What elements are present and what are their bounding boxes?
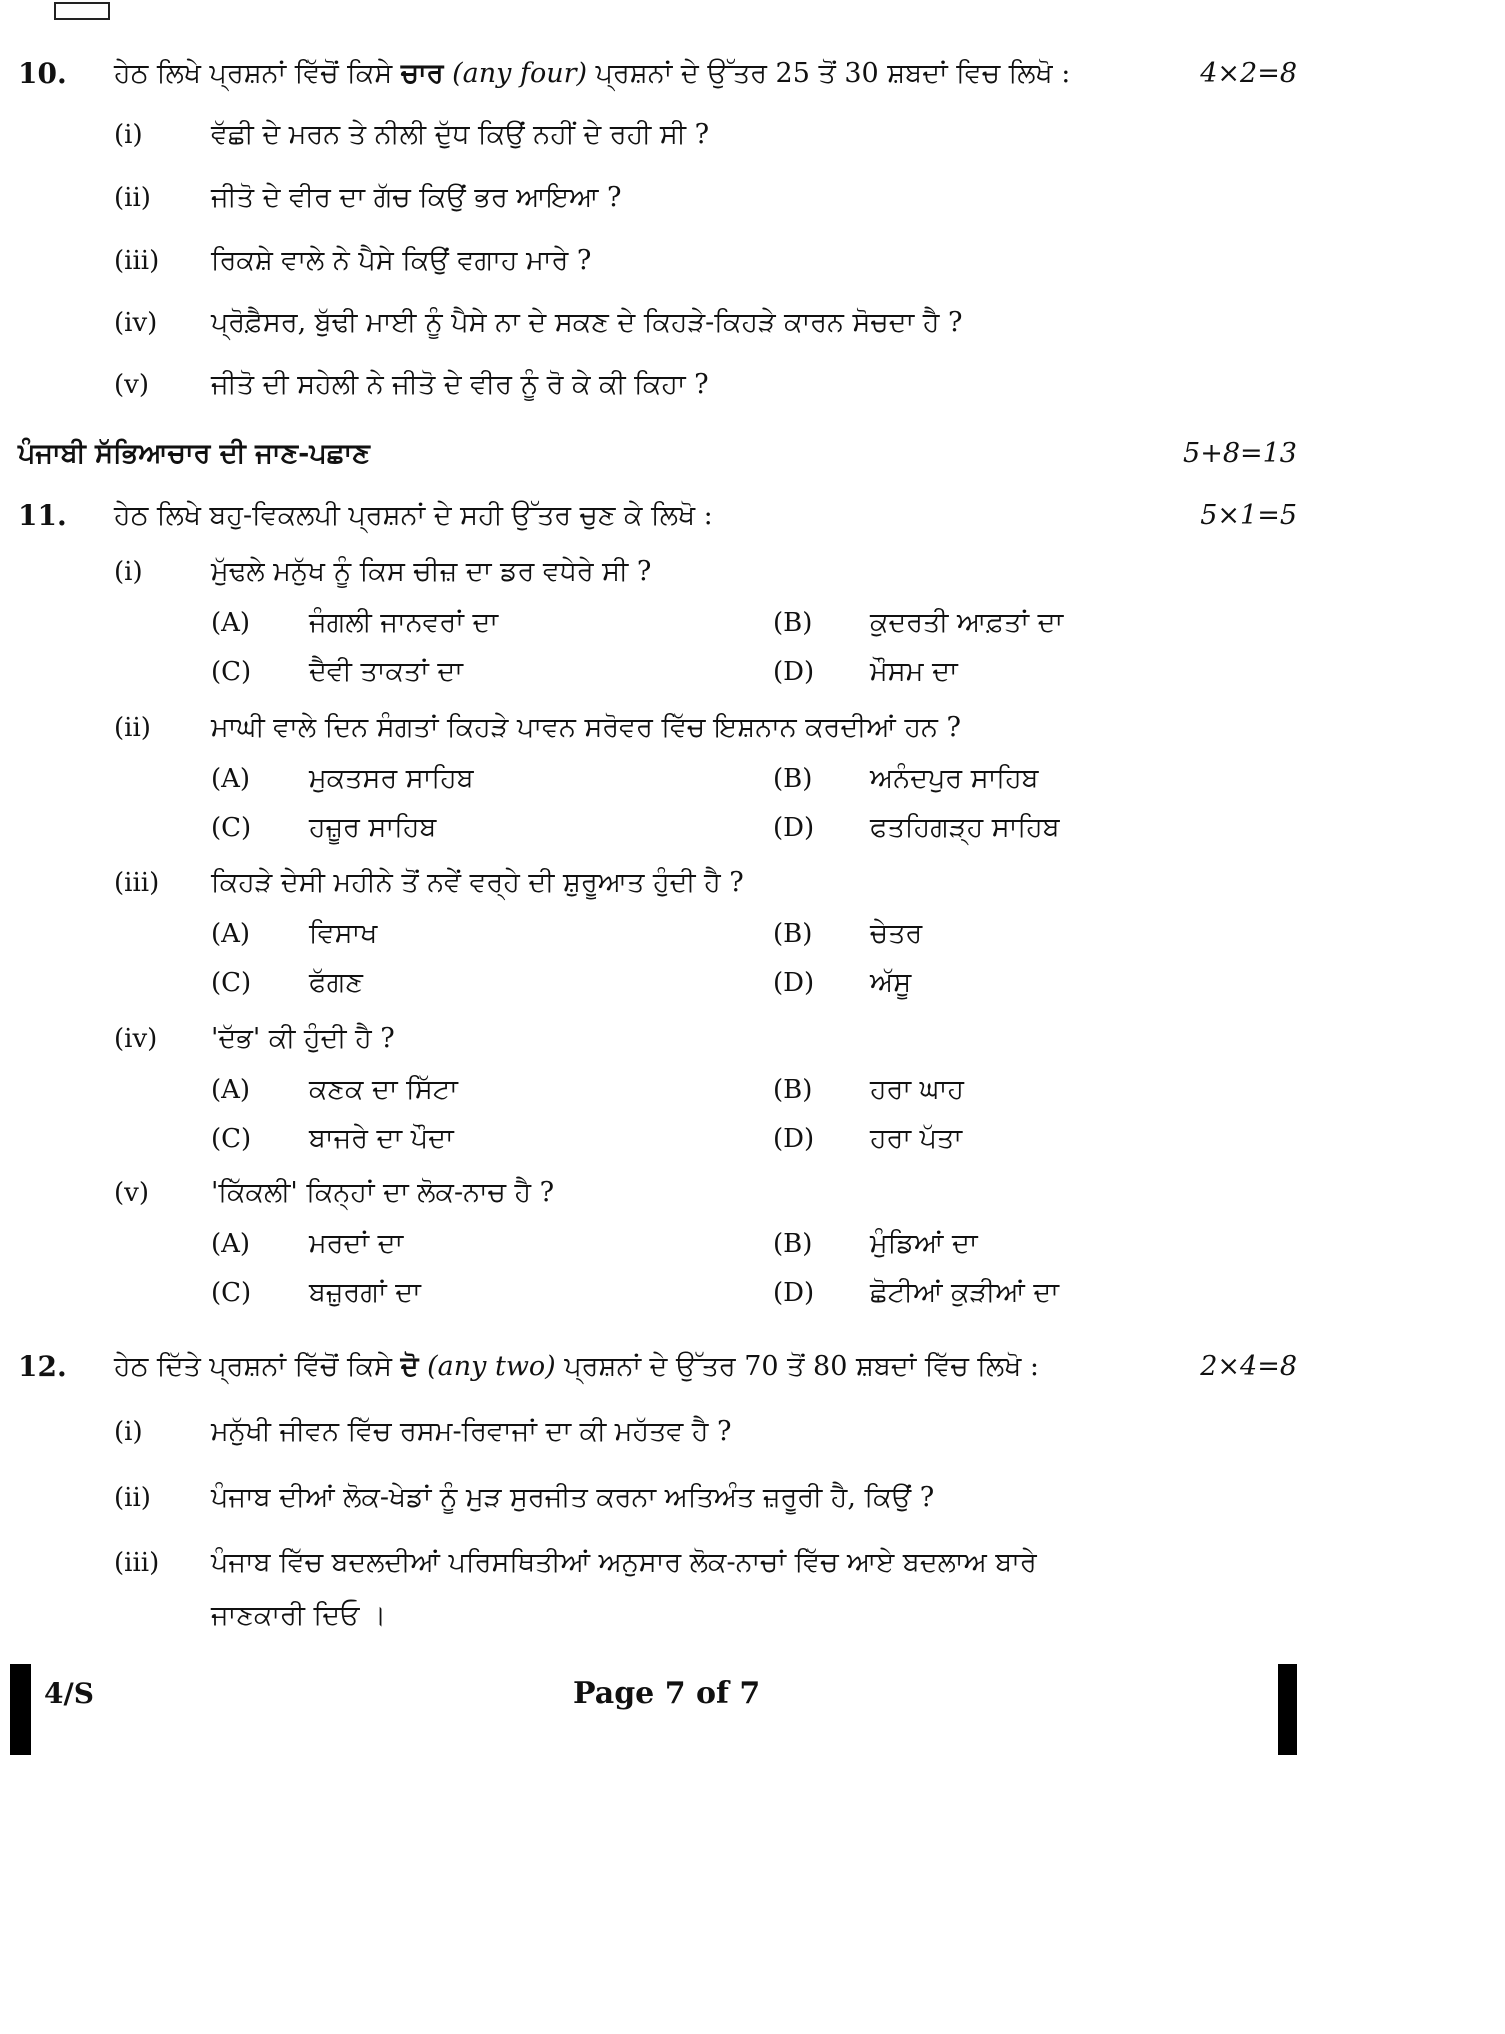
question-item-number: (v) — [114, 1178, 149, 1208]
option-letter: (D) — [773, 813, 815, 843]
option-letter: (B) — [773, 919, 813, 949]
option-text: ਛੋਟੀਆਂ ਕੁੜੀਆਂ ਦਾ — [870, 1277, 1059, 1308]
question-item-text: ਜੀਤੋ ਦੇ ਵੀਰ ਦਾ ਗੱਚ ਕਿਉਂ ਭਰ ਆਇਆ ? — [211, 182, 622, 213]
section-marks: 5+8=13 — [1183, 438, 1297, 469]
footer-bar-left — [10, 1664, 31, 1755]
question-item-text: ਪੰਜਾਬ ਵਿੱਚ ਬਦਲਦੀਆਂ ਪਰਿਸਥਿਤੀਆਂ ਅਨੁਸਾਰ ਲੋਕ-ਨਾਚਾਂ ਵਿੱਚ ਆਏ ਬਦਲਾਅ ਬਾਰੇ — [211, 1547, 1037, 1578]
option-text: ਮਰਦਾਂ ਦਾ — [309, 1228, 404, 1259]
option-letter: (B) — [773, 1229, 813, 1259]
option-text: ਅੱਸੂ — [870, 967, 912, 998]
footer-bar-right — [1278, 1664, 1297, 1755]
question-text-post: ਪ੍ਰਸ਼ਨਾਂ ਦੇ ਉੱਤਰ 70 ਤੋਂ 80 ਸ਼ਬਦਾਂ ਵਿੱਚ ਲਿਖੋ : — [564, 1351, 1040, 1382]
question-item-text: ਰਿਕਸ਼ੇ ਵਾਲੇ ਨੇ ਪੈਸੇ ਕਿਉਂ ਵਗਾਹ ਮਾਰੇ ? — [211, 245, 592, 276]
question-item-number: (ii) — [114, 1483, 151, 1513]
option-letter: (D) — [773, 968, 815, 998]
option-letter: (D) — [773, 1278, 815, 1308]
option-letter: (C) — [211, 657, 252, 687]
question-item-text: ਮੁੱਢਲੇ ਮਨੁੱਖ ਨੂੰ ਕਿਸ ਚੀਜ਼ ਦਾ ਡਰ ਵਧੇਰੇ ਸੀ ? — [211, 556, 652, 587]
option-text: ਮੁੰਡਿਆਂ ਦਾ — [870, 1228, 978, 1259]
question-number: 11. — [18, 499, 67, 532]
page-number: Page 7 of 7 — [573, 1676, 761, 1711]
question-number: 10. — [18, 57, 67, 90]
question-text — [114, 1350, 1039, 1384]
option-letter: (D) — [773, 1124, 815, 1154]
question-item-text: ਕਿਹੜੇ ਦੇਸੀ ਮਹੀਨੇ ਤੋਂ ਨਵੇਂ ਵਰ੍ਹੇ ਦੀ ਸ਼ੁਰੂਆਤ ਹੁੰਦੀ ਹੈ ? — [211, 867, 744, 898]
question-item-number: (ii) — [114, 183, 151, 213]
option-letter: (C) — [211, 968, 252, 998]
question-marks: 5×1=5 — [1200, 500, 1297, 531]
option-letter: (B) — [773, 1075, 813, 1105]
question-text: ਹੇਠ ਲਿਖੇ ਬਹੁ-ਵਿਕਲਪੀ ਪ੍ਰਸ਼ਨਾਂ ਦੇ ਸਹੀ ਉੱਤਰ ਚੁਣ ਕੇ ਲਿਖੋ : — [114, 500, 713, 531]
option-text: ਚੇਤਰ — [870, 918, 923, 949]
paper-code: 4/S — [44, 1677, 94, 1710]
question-item-text: ਪੰਜਾਬ ਦੀਆਂ ਲੋਕ-ਖੇਡਾਂ ਨੂੰ ਮੁੜ ਸੁਰਜੀਤ ਕਰਨਾ ਅਤਿਅੰਤ ਜ਼ਰੂਰੀ ਹੈ, ਕਿਉਂ ? — [211, 1482, 935, 1513]
question-item-text: ਪ੍ਰੋਫ਼ੈਸਰ, ਬੁੱਢੀ ਮਾਈ ਨੂੰ ਪੈਸੇ ਨਾ ਦੇ ਸਕਣ ਦੇ ਕਿਹੜੇ-ਕਿਹੜੇ ਕਾਰਨ ਸੋਚਦਾ ਹੈ ? — [211, 307, 963, 338]
question-item-number: (iii) — [114, 246, 160, 276]
question-count-word: ਦੋ — [400, 1351, 419, 1382]
option-letter: (C) — [211, 1124, 252, 1154]
question-item-text: ਵੱਛੀ ਦੇ ਮਰਨ ਤੇ ਨੀਲੀ ਦੁੱਧ ਕਿਉਂ ਨਹੀਂ ਦੇ ਰਹੀ ਸੀ ? — [211, 119, 710, 150]
question-text-post: ਪ੍ਰਸ਼ਨਾਂ ਦੇ ਉੱਤਰ 25 ਤੋਂ 30 ਸ਼ਬਦਾਂ ਵਿਚ ਲਿਖੋ : — [595, 58, 1071, 89]
question-count-word: ਚਾਰ — [400, 58, 444, 89]
option-text: ਫਤਹਿਗੜ੍ਹ ਸਾਹਿਬ — [870, 812, 1060, 843]
question-item-number: (i) — [114, 1417, 143, 1447]
question-text — [114, 57, 1070, 91]
option-text: ਦੈਵੀ ਤਾਕਤਾਂ ਦਾ — [309, 656, 464, 687]
question-count-english: (any two) — [427, 1351, 556, 1382]
option-letter: (C) — [211, 813, 252, 843]
question-marks: 2×4=8 — [1200, 1351, 1297, 1382]
option-letter: (A) — [211, 764, 251, 794]
option-text: ਮੁਕਤਸਰ ਸਾਹਿਬ — [309, 763, 474, 794]
option-text: ਹਰਾ ਪੱਤਾ — [870, 1123, 963, 1154]
question-item-text: 'ਦੱਭ' ਕੀ ਹੁੰਦੀ ਹੈ ? — [211, 1023, 395, 1054]
question-item-text: 'ਕਿੱਕਲੀ' ਕਿਨ੍ਹਾਂ ਦਾ ਲੋਕ-ਨਾਚ ਹੈ ? — [211, 1177, 555, 1208]
question-item-text-continued: ਜਾਣਕਾਰੀ ਦਿਓ । — [211, 1600, 387, 1631]
option-letter: (A) — [211, 608, 251, 638]
option-letter: (C) — [211, 1278, 252, 1308]
question-item-number: (iv) — [114, 308, 158, 338]
option-letter: (A) — [211, 1075, 251, 1105]
option-letter: (A) — [211, 1229, 251, 1259]
question-item-number: (i) — [114, 557, 143, 587]
option-text: ਕਣਕ ਦਾ ਸਿੱਟਾ — [309, 1074, 458, 1105]
question-item-number: (i) — [114, 120, 143, 150]
option-text: ਮੌਸਮ ਦਾ — [870, 656, 958, 687]
question-count-english: (any four) — [452, 58, 588, 89]
option-text: ਕੁਦਰਤੀ ਆਫ਼ਤਾਂ ਦਾ — [870, 607, 1064, 638]
section-heading: ਪੰਜਾਬੀ ਸੱਭਿਆਚਾਰ ਦੀ ਜਾਣ-ਪਛਾਣ — [18, 438, 370, 469]
option-letter: (A) — [211, 919, 251, 949]
option-letter: (D) — [773, 657, 815, 687]
option-text: ਜੰਗਲੀ ਜਾਨਵਰਾਂ ਦਾ — [309, 607, 499, 638]
question-item-number: (ii) — [114, 713, 151, 743]
question-item-text: ਮਾਘੀ ਵਾਲੇ ਦਿਨ ਸੰਗਤਾਂ ਕਿਹੜੇ ਪਾਵਨ ਸਰੋਵਰ ਵਿੱਚ ਇਸ਼ਨਾਨ ਕਰਦੀਆਂ ਹਨ ? — [211, 712, 961, 743]
option-text: ਫੱਗਣ — [309, 967, 363, 998]
question-item-number: (v) — [114, 370, 149, 400]
question-item-number: (iv) — [114, 1024, 158, 1054]
option-text: ਵਿਸਾਖ — [309, 918, 378, 949]
question-item-number: (iii) — [114, 868, 160, 898]
option-letter: (B) — [773, 764, 813, 794]
option-text: ਹਜ਼ੂਰ ਸਾਹਿਬ — [309, 812, 437, 843]
question-marks: 4×2=8 — [1200, 58, 1297, 89]
question-item-number: (iii) — [114, 1548, 160, 1578]
option-text: ਅਨੰਦਪੁਰ ਸਾਹਿਬ — [870, 763, 1039, 794]
question-item-text: ਜੀਤੋ ਦੀ ਸਹੇਲੀ ਨੇ ਜੀਤੋ ਦੇ ਵੀਰ ਨੂੰ ਰੋ ਕੇ ਕੀ ਕਿਹਾ ? — [211, 369, 709, 400]
question-text-pre: ਹੇਠ ਲਿਖੇ ਪ੍ਰਸ਼ਨਾਂ ਵਿੱਚੋਂ ਕਿਸੇ — [114, 58, 393, 89]
option-letter: (B) — [773, 608, 813, 638]
question-text-pre: ਹੇਠ ਦਿੱਤੇ ਪ੍ਰਸ਼ਨਾਂ ਵਿੱਚੋਂ ਕਿਸੇ — [114, 1351, 393, 1382]
option-text: ਬਜ਼ੁਰਗਾਂ ਦਾ — [309, 1277, 421, 1308]
qr-code-icon — [54, 2, 110, 20]
question-number: 12. — [18, 1350, 67, 1383]
option-text: ਬਾਜਰੇ ਦਾ ਪੌਦਾ — [309, 1123, 454, 1154]
question-item-text: ਮਨੁੱਖੀ ਜੀਵਨ ਵਿੱਚ ਰਸਮ-ਰਿਵਾਜਾਂ ਦਾ ਕੀ ਮਹੱਤਵ ਹੈ ? — [211, 1416, 732, 1447]
option-text: ਹਰਾ ਘਾਹ — [870, 1074, 965, 1105]
